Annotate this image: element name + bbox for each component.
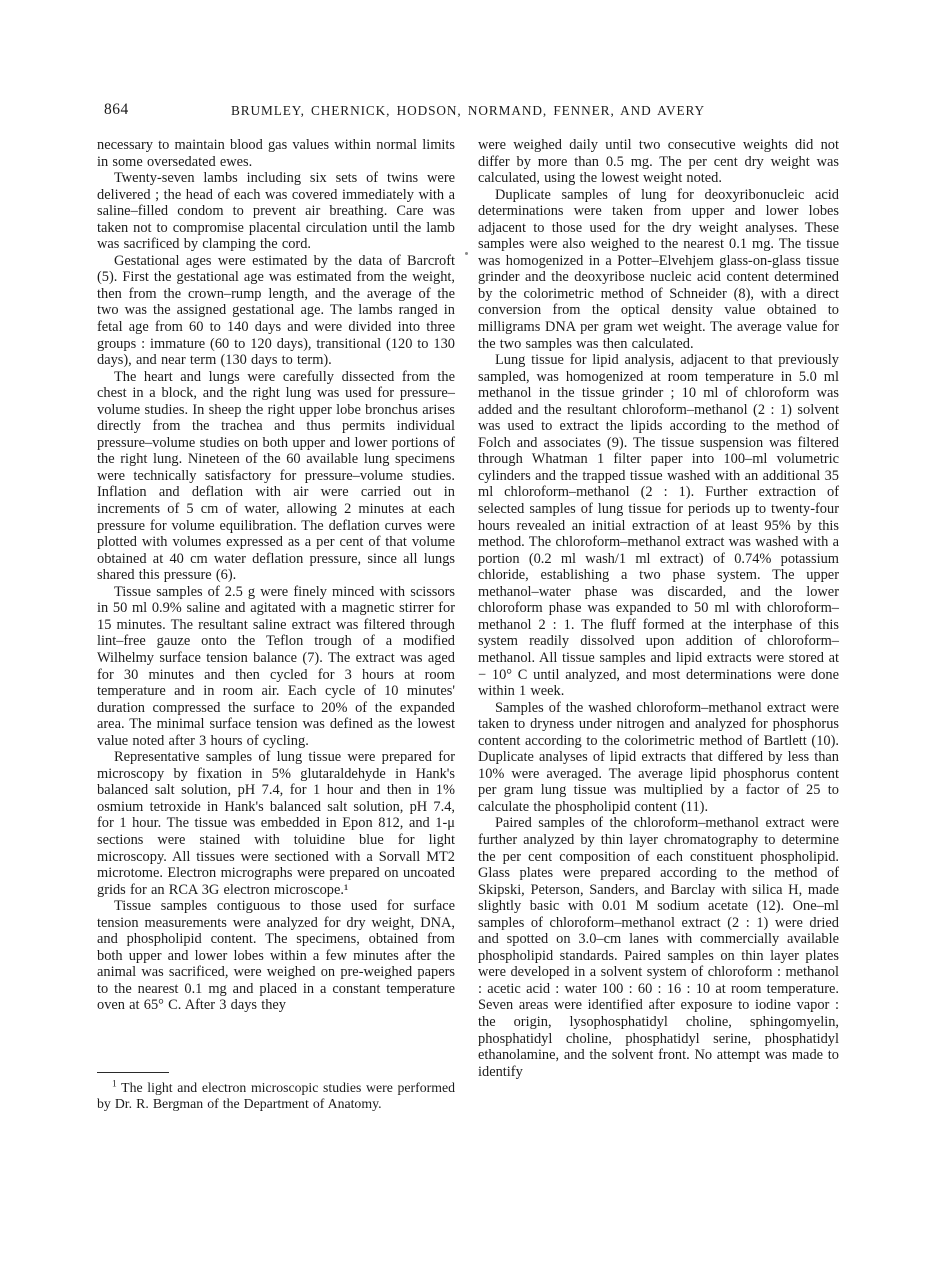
paragraph: Twenty-seven lambs including six sets of twins were delivered ; the head of each was covered immediately with a saline–filled condom to prevent air breathing. Care was taken not to compromise placental circulation until the lamb was sacrificed by clamping the cord. xyxy=(97,170,455,253)
right-column xyxy=(478,137,839,1080)
running-head: BRUMLEY, CHERNICK, HODSON, NORMAND, FENNER, AND AVERY xyxy=(230,103,706,118)
page-number: 864 xyxy=(104,101,129,118)
paragraph: Gestational ages were estimated by the data of Barcroft (5). First the gestational age was estimated from the weight, then from the crown–rump length, and the average of the two was the assigned gestational age. The lambs ranged in fetal age from 60 to 140 days and were divided into three groups : immature (60 to 120 days), transitional (120 to 130 days), and near term (130 days to term). xyxy=(97,252,455,369)
paragraph: Tissue samples of 2.5 g were finely minced with scissors in 50 ml 0.9% saline and agitated with a magnetic stirrer for 15 minutes. The resultant saline extract was filtered through lint–free gauze onto the Teflon trough of a modified Wilhelmy surface tension balance (7). The extract was aged for 30 minutes and then cycled for 3 hours at room temperature and in room air. Each cycle of 10 minutes' duration compressed the surface to 20% of the expanded area. The minimal surface tension was defined as the lowest value noted after 3 hours of cycling. xyxy=(97,583,455,749)
paragraph: Duplicate samples of lung for deoxyribonucleic acid determinations were taken from upper and lower lobes adjacent to those used for the dry weight analyses. These samples were also weighed to the nearest 0.1 mg. The tissue was homogenized in a Potter–Elvehjem glass-on-glass tissue grinder and the deoxyribose nucleic acid content determined by the colorimetric method of Schneider (8), with a direct conversion from the optical density value obtained to milligrams DNA per gram wet weight. The average value for the two samples was then calculated. xyxy=(478,186,839,352)
paragraph: were weighed daily until two consecutive weights did not differ by more than 0.5 mg. The per cent dry weight was calculated, using the lowest weight noted. xyxy=(478,137,839,187)
scan-speck xyxy=(465,252,468,255)
paragraph: Lung tissue for lipid analysis, adjacent to that previously sampled, was homogenized at room temperature in 5.0 ml methanol in the tissue grinder ; 10 ml of chloroform was added and the resultant chloroform–methanol (2 : 1) solvent was used to extract the lipids according to the method of Folch and associates (9). The tissue suspension was filtered through Whatman 1 filter paper into 100–ml volumetric cylinders and the trapped tissue washed with an additional 35 ml chloroform–methanol (2 : 1). Further extraction of selected samples of lung tissue for periods up to twenty-four hours revealed an initial extraction of at least 95% by this method. The chloroform–methanol extract was washed with a portion (0.2 ml wash/1 ml extract) of 0.74% potassium chloride, establishing a two phase system. The upper methanol–water phase was discarded, and the lower chloroform phase was expanded to 50 ml with chloroform–methanol 2 : 1. The fluff formed at the interphase of this system readily dissolved upon addition of chloroform–methanol. All tissue samples and lipid extracts were stored at − 10° C until analyzed, and most determinations were done within 1 week. xyxy=(478,352,839,700)
footnote-body: The light and electron microscopic studies were performed by Dr. R. Bergman of the Department of Anatomy. xyxy=(97,1080,455,1112)
footnote xyxy=(97,1080,455,1113)
paragraph: Representative samples of lung tissue were prepared for microscopy by fixation in 5% glutaraldehyde in Hank's balanced salt solution, pH 7.4, for 1 hour and then in 1% osmium tetroxide in Hank's balanced salt solution, pH 7.4, for 1 hour. The tissue was embedded in Epon 812, and 1-μ sections were stained with toluidine blue for light microscopy. All tissues were sectioned with a Sorvall MT2 microtome. Electron micrographs were prepared on uncoated grids for an RCA 3G electron microscope.¹ xyxy=(97,749,455,898)
paragraph: Paired samples of the chloroform–methanol extract were further analyzed by thin layer chromatography to determine the per cent composition of each constituent phospholipid. Glass plates were prepared according to the method of Skipski, Peterson, Sanders, and Barclay with silica H, made slightly basic with 0.01 M sodium acetate (12). One–ml samples of chloroform–methanol extract (2 : 1) were dried and spotted on 3.0–cm lanes with commercially available phospholipid standards. Paired samples on thin layer plates were developed in a solvent system of chloroform : methanol : acetic acid : water 100 : 60 : 16 : 10 at room temperature. Seven areas were identified after exposure to iodine vapor : the origin, lysophosphatidyl choline, sphingomyelin, phosphatidyl choline, phosphatidyl serine, phosphatidyl ethanolamine, and the solvent front. No attempt was made to identify xyxy=(478,815,839,1080)
paragraph: Samples of the washed chloroform–methanol extract were taken to dryness under nitrogen and analyzed for phosphorus content according to the colorimetric method of Bartlett (10). Duplicate analyses of lipid extracts that differed by less than 10% were averaged. The average lipid phosphorus content per gram lung tissue was multiplied by a factor of 25 to calculate the phospholipid content (11). xyxy=(478,699,839,815)
footnote-text xyxy=(97,1080,455,1113)
paragraph: necessary to maintain blood gas values within normal limits in some oversedated ewes. xyxy=(97,137,455,170)
paragraph: Tissue samples contiguous to those used for surface tension measurements were analyzed for dry weight, DNA, and phospholipid content. The specimens, obtained from both upper and lower lobes within a few minutes after the animal was sacrificed, were weighed on pre-weighed papers to the nearest 0.1 mg and placed in a constant temperature oven at 65° C. After 3 days they xyxy=(97,898,455,1014)
paragraph: The heart and lungs were carefully dissected from the chest in a block, and the right lung was used for pressure–volume studies. In sheep the right upper lobe bronchus arises directly from the trachea and thus permits individual pressure–volume studies on both upper and lower portions of the right lung. Nineteen of the 60 available lung specimens were technically satisfactory for pressure–volume studies. Inflation and deflation with air were carried out in increments of 5 cm of water, allowing 2 minutes at each pressure for volume equilibration. The deflation curves were plotted with volumes expressed as a per cent of that volume obtained at 40 cm water deflation pressure, since all lungs shared this pressure (6). xyxy=(97,368,455,584)
footnote-marker: 1 xyxy=(112,1079,117,1090)
left-column xyxy=(97,137,455,1014)
footnote-divider xyxy=(97,1072,169,1073)
